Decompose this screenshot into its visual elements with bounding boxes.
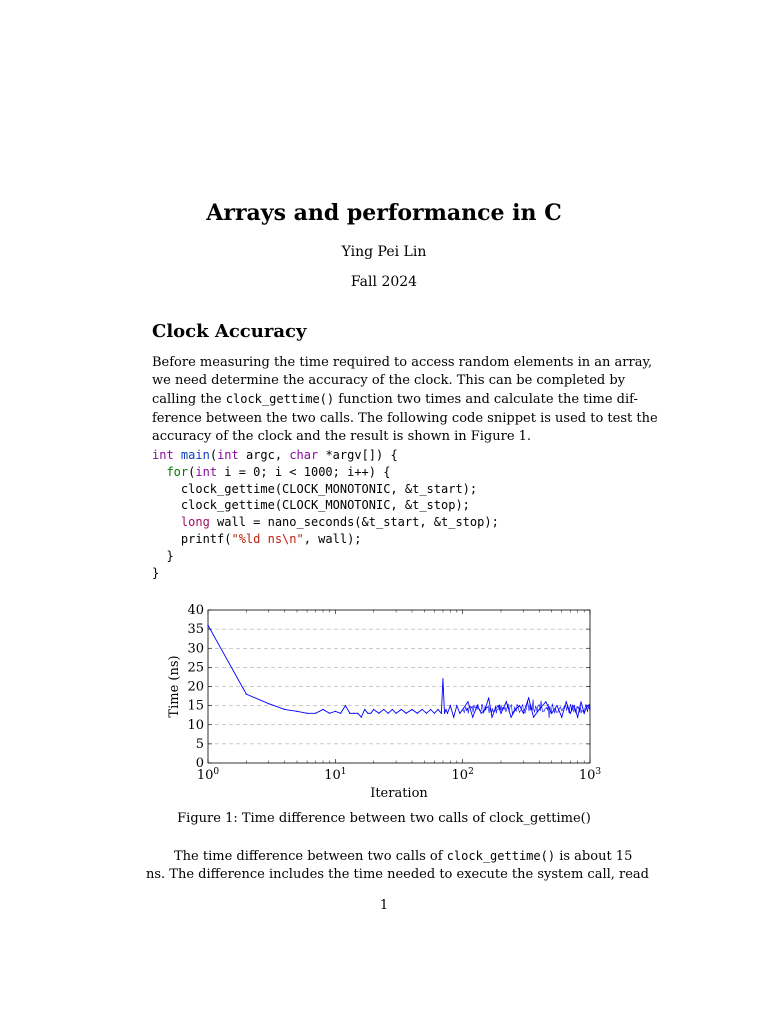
data-point (481, 713, 482, 714)
code-text: clock_gettime(CLOCK_MONOTONIC, &t_start); (180, 481, 478, 496)
y-tick-label: 15 (187, 698, 204, 714)
data-point (528, 697, 529, 698)
code-keyword: long (180, 515, 210, 530)
data-point (284, 709, 285, 710)
code-string: "%ld ns\n" (231, 531, 304, 546)
code-function: main (180, 448, 210, 462)
inline-code: clock_gettime() (446, 849, 556, 863)
code-text: argc, (238, 448, 290, 462)
code-keyword: char (289, 448, 319, 462)
data-point (306, 713, 307, 714)
data-point (453, 717, 454, 718)
paragraph-line: we need determine the accuracy of the clock. This can be completed by (152, 373, 626, 389)
code-text: i = 0; i < 1000; i++) { (217, 464, 391, 479)
x-axis-label: Iteration (370, 786, 428, 801)
data-point (373, 709, 374, 710)
data-point (506, 701, 507, 702)
data-point (207, 625, 208, 626)
data-point (357, 713, 358, 714)
data-point (361, 717, 362, 718)
paragraph-line: ference between the two calls. The following code snippet is used to test the (152, 410, 658, 426)
code-text: printf( (180, 531, 232, 546)
data-point (444, 713, 445, 714)
paragraph-line (146, 847, 633, 866)
data-point (417, 713, 418, 714)
data-point (315, 713, 316, 714)
data-point (472, 717, 473, 718)
code-keyword: for (166, 464, 189, 479)
data-point (335, 711, 336, 712)
text-run: The time difference between two calls of (174, 849, 443, 864)
data-point (500, 713, 501, 714)
section-heading: Clock Accuracy (152, 321, 307, 342)
data-point (392, 709, 393, 710)
data-point (467, 701, 468, 702)
text-run: function two times and calculate the time dif- (338, 392, 638, 408)
code-text: wall = nano_seconds(&t_start, &t_stop); (209, 515, 499, 530)
inline-code: clock_gettime() (225, 392, 335, 407)
data-point (459, 713, 460, 714)
data-point (519, 705, 520, 706)
data-point (545, 701, 546, 702)
data-point (329, 713, 330, 714)
figure-caption: Figure 1: Time difference between two calls of clock_gettime() (177, 811, 591, 826)
data-point (441, 713, 442, 714)
data-point (340, 713, 341, 714)
data-point (353, 713, 354, 714)
y-tick-label: 35 (187, 622, 204, 638)
data-point (523, 713, 524, 714)
data-point (421, 709, 422, 710)
paragraph-line: ns. The difference includes the time needed to execute the system call, read (146, 867, 650, 883)
data-point (401, 709, 402, 710)
data-point (349, 713, 350, 714)
data-point (370, 713, 371, 714)
data-point (491, 717, 492, 718)
data-point (556, 705, 557, 706)
data-point (445, 709, 446, 710)
data-point (573, 705, 574, 706)
time-difference-chart (150, 598, 610, 804)
paragraph-clock-accuracy (152, 354, 658, 446)
data-point (587, 705, 588, 706)
data-point (442, 678, 443, 679)
page-number: 1 (379, 898, 389, 913)
data-point (268, 703, 269, 704)
y-axis-label: Time (ns) (167, 655, 182, 718)
data-point (577, 717, 578, 718)
data-point (426, 713, 427, 714)
code-text: } (166, 548, 174, 563)
data-point (580, 701, 581, 702)
data-point (437, 709, 438, 710)
author: Ying Pei Lin (341, 244, 427, 260)
data-point (584, 713, 585, 714)
y-tick-label: 20 (187, 679, 204, 695)
data-point (510, 717, 511, 718)
data-point (378, 713, 379, 714)
data-point (447, 713, 448, 714)
data-point (450, 705, 451, 706)
date: Fall 2024 (350, 274, 418, 290)
y-tick-label: 40 (187, 603, 204, 618)
y-tick-label: 5 (195, 736, 204, 752)
code-snippet: int main(int argc, char *argv[]) { for(int i = 0; i < 1000; i++) { clock_gettime(CLOCK_MONOTONIC, &t_start); clock_gettime(CLOCK_MONOTONIC, &t_stop); long wall = nano_seconds(&t_start, &t_stop); printf("%ld ns\n", wall); } } (152, 448, 499, 580)
x-tick-label: $10^1$ (324, 767, 347, 783)
x-tick-label: $10^2$ (451, 767, 474, 783)
data-point (345, 705, 346, 706)
data-point (296, 711, 297, 712)
y-tick-label: 10 (187, 717, 204, 733)
y-tick-label: 30 (187, 641, 204, 657)
x-tick-label: $10^0$ (196, 767, 220, 783)
data-point (570, 713, 571, 714)
paragraph-line: Before measuring the time required to access random elements in an array, (152, 355, 653, 370)
data-point (566, 701, 567, 702)
data-point (395, 713, 396, 714)
data-point (430, 709, 431, 710)
code-keyword: int (195, 464, 218, 479)
paragraph-result (146, 847, 650, 884)
data-point (434, 713, 435, 714)
y-tick-label: 25 (187, 660, 204, 676)
paragraph-line (152, 390, 638, 409)
data-point (488, 697, 489, 698)
data-point (383, 709, 384, 710)
paragraph-line: accuracy of the clock and the result is shown in Figure 1. (152, 428, 532, 444)
data-point (364, 709, 365, 710)
data-point (561, 717, 562, 718)
data-point (406, 713, 407, 714)
data-point (411, 709, 412, 710)
data-point (246, 694, 247, 695)
code-text: } (152, 565, 160, 580)
data-point (533, 717, 534, 718)
code-text: *argv[]) { (318, 448, 398, 462)
data-point (498, 705, 499, 706)
text-run: is about 15 (559, 849, 633, 864)
y-tick-label: 0 (195, 756, 204, 771)
text-run: calling the (152, 392, 222, 408)
x-tick-label: $10^3$ (578, 767, 602, 783)
code-keyword: int (152, 448, 174, 462)
data-point (367, 713, 368, 714)
code-text: clock_gettime(CLOCK_MONOTONIC, &t_stop); (180, 498, 470, 513)
data-point (388, 713, 389, 714)
series-dense-band (463, 700, 590, 719)
data-point (322, 709, 323, 710)
code-keyword: int (217, 448, 239, 462)
paper-title: Arrays and performance in C (206, 200, 562, 226)
data-point (456, 705, 457, 706)
code-text: , wall); (303, 531, 362, 546)
